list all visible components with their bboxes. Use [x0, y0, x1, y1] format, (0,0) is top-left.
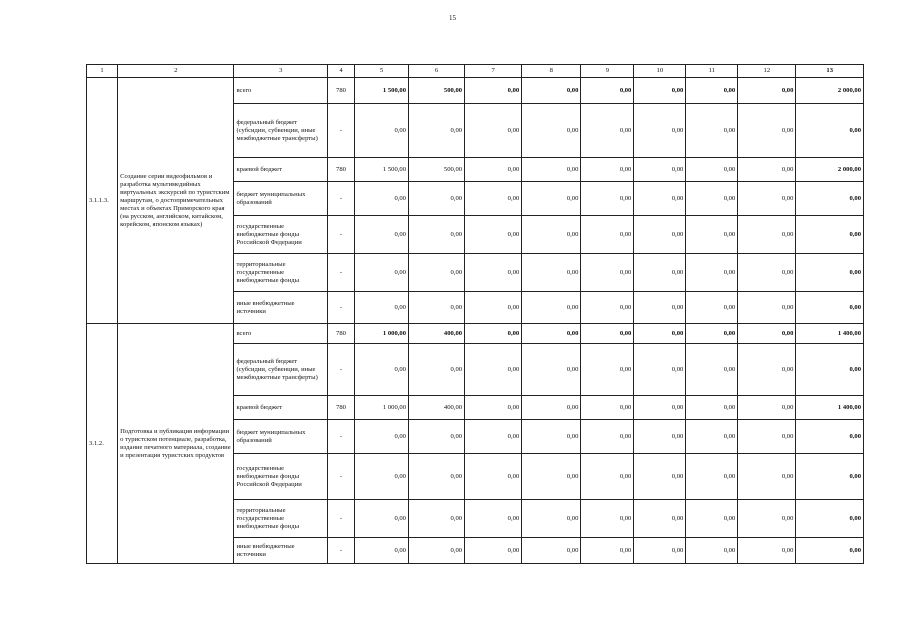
section-name: Подготовка и публикация информации о туристском потенциале, разработка, издание печатного материала, создание и презентация туристских продуктов: [118, 324, 234, 564]
value-cell-c10: 0,00: [634, 454, 686, 500]
value-cell-c6: 0,00: [408, 344, 464, 396]
value-cell-c4: -: [327, 500, 354, 538]
value-cell-c4: -: [327, 216, 354, 254]
value-cell-c7: 0,00: [465, 454, 522, 500]
value-cell-c8: 0,00: [522, 254, 581, 292]
page-number: 15: [449, 14, 456, 22]
value-cell-c8: 0,00: [522, 344, 581, 396]
value-cell-c8: 0,00: [522, 292, 581, 324]
value-cell-c12: 0,00: [738, 324, 796, 344]
value-cell-c12: 0,00: [738, 344, 796, 396]
funding-source: государственные внебюджетные фонды Российской Федерации: [234, 216, 327, 254]
value-cell-c13: 0,00: [796, 344, 864, 396]
value-cell-c10: 0,00: [634, 216, 686, 254]
value-cell-c5: 0,00: [354, 454, 408, 500]
value-cell-c13: 2 000,00: [796, 78, 864, 104]
value-cell-c10: 0,00: [634, 292, 686, 324]
value-cell-c4: 780: [327, 158, 354, 182]
value-cell-c5: 0,00: [354, 344, 408, 396]
funding-source: федеральный бюджет (субсидии, субвенции, иные межбюджетные трансферты): [234, 104, 327, 158]
value-cell-c5: 0,00: [354, 254, 408, 292]
value-cell-c8: 0,00: [522, 104, 581, 158]
funding-source: бюджет муниципальных образований: [234, 420, 327, 454]
value-cell-c12: 0,00: [738, 420, 796, 454]
value-cell-c13: 2 000,00: [796, 158, 864, 182]
value-cell-c8: 0,00: [522, 396, 581, 420]
value-cell-c8: 0,00: [522, 158, 581, 182]
header-row: [87, 65, 864, 78]
value-cell-c11: 0,00: [686, 182, 738, 216]
value-cell-c6: 0,00: [408, 104, 464, 158]
value-cell-c12: 0,00: [738, 104, 796, 158]
value-cell-c7: 0,00: [465, 500, 522, 538]
value-cell-c4: -: [327, 454, 354, 500]
value-cell-c10: 0,00: [634, 182, 686, 216]
budget-table: [86, 64, 864, 564]
value-cell-c4: -: [327, 538, 354, 564]
value-cell-c4: -: [327, 104, 354, 158]
section-code: 3.1.1.3.: [87, 78, 118, 324]
value-cell-c7: 0,00: [465, 538, 522, 564]
col-header: 11: [686, 65, 738, 78]
value-cell-c12: 0,00: [738, 454, 796, 500]
col-header: 8: [522, 65, 581, 78]
funding-source: всего: [234, 324, 327, 344]
value-cell-c7: 0,00: [465, 324, 522, 344]
funding-source: федеральный бюджет (субсидии, субвенции, иные межбюджетные трансферты): [234, 344, 327, 396]
value-cell-c4: -: [327, 254, 354, 292]
col-header: 4: [327, 65, 354, 78]
col-header: 3: [234, 65, 327, 78]
value-cell-c13: 0,00: [796, 292, 864, 324]
value-cell-c8: 0,00: [522, 324, 581, 344]
table-row: [87, 78, 864, 104]
funding-source: иные внебюджетные источники: [234, 292, 327, 324]
value-cell-c6: 0,00: [408, 500, 464, 538]
value-cell-c9: 0,00: [581, 344, 634, 396]
value-cell-c11: 0,00: [686, 324, 738, 344]
value-cell-c11: 0,00: [686, 216, 738, 254]
value-cell-c11: 0,00: [686, 158, 738, 182]
funding-source: бюджет муниципальных образований: [234, 182, 327, 216]
value-cell-c11: 0,00: [686, 500, 738, 538]
value-cell-c8: 0,00: [522, 454, 581, 500]
value-cell-c13: 1 400,00: [796, 396, 864, 420]
value-cell-c12: 0,00: [738, 78, 796, 104]
value-cell-c13: 0,00: [796, 254, 864, 292]
value-cell-c12: 0,00: [738, 500, 796, 538]
value-cell-c13: 0,00: [796, 182, 864, 216]
col-header: 5: [354, 65, 408, 78]
value-cell-c8: 0,00: [522, 78, 581, 104]
value-cell-c7: 0,00: [465, 104, 522, 158]
value-cell-c10: 0,00: [634, 104, 686, 158]
value-cell-c12: 0,00: [738, 538, 796, 564]
value-cell-c6: 0,00: [408, 538, 464, 564]
value-cell-c10: 0,00: [634, 254, 686, 292]
value-cell-c8: 0,00: [522, 500, 581, 538]
value-cell-c5: 0,00: [354, 500, 408, 538]
value-cell-c11: 0,00: [686, 344, 738, 396]
value-cell-c7: 0,00: [465, 292, 522, 324]
value-cell-c4: 780: [327, 78, 354, 104]
value-cell-c6: 500,00: [408, 78, 464, 104]
col-header: 9: [581, 65, 634, 78]
value-cell-c11: 0,00: [686, 538, 738, 564]
value-cell-c7: 0,00: [465, 254, 522, 292]
value-cell-c12: 0,00: [738, 254, 796, 292]
value-cell-c13: 0,00: [796, 104, 864, 158]
value-cell-c6: 0,00: [408, 292, 464, 324]
value-cell-c4: 780: [327, 324, 354, 344]
section-code: 3.1.2.: [87, 324, 118, 564]
value-cell-c4: -: [327, 344, 354, 396]
col-header: 13: [796, 65, 864, 78]
value-cell-c7: 0,00: [465, 182, 522, 216]
value-cell-c12: 0,00: [738, 158, 796, 182]
funding-source: иные внебюджетные источники: [234, 538, 327, 564]
value-cell-c10: 0,00: [634, 158, 686, 182]
value-cell-c6: 400,00: [408, 324, 464, 344]
value-cell-c9: 0,00: [581, 538, 634, 564]
value-cell-c9: 0,00: [581, 104, 634, 158]
value-cell-c13: 0,00: [796, 500, 864, 538]
value-cell-c6: 0,00: [408, 254, 464, 292]
value-cell-c5: 1 500,00: [354, 78, 408, 104]
value-cell-c13: 0,00: [796, 216, 864, 254]
funding-source: краевой бюджет: [234, 158, 327, 182]
funding-source: краевой бюджет: [234, 396, 327, 420]
value-cell-c4: -: [327, 292, 354, 324]
value-cell-c10: 0,00: [634, 538, 686, 564]
col-header: 10: [634, 65, 686, 78]
value-cell-c13: 0,00: [796, 538, 864, 564]
value-cell-c7: 0,00: [465, 344, 522, 396]
funding-source: государственные внебюджетные фонды Российской Федерации: [234, 454, 327, 500]
value-cell-c9: 0,00: [581, 216, 634, 254]
value-cell-c11: 0,00: [686, 396, 738, 420]
value-cell-c9: 0,00: [581, 324, 634, 344]
value-cell-c5: 0,00: [354, 104, 408, 158]
value-cell-c5: 1 500,00: [354, 158, 408, 182]
value-cell-c5: 1 000,00: [354, 396, 408, 420]
value-cell-c7: 0,00: [465, 420, 522, 454]
value-cell-c9: 0,00: [581, 454, 634, 500]
value-cell-c12: 0,00: [738, 216, 796, 254]
value-cell-c9: 0,00: [581, 500, 634, 538]
value-cell-c11: 0,00: [686, 454, 738, 500]
value-cell-c6: 0,00: [408, 182, 464, 216]
value-cell-c11: 0,00: [686, 420, 738, 454]
funding-source: территориальные государственные внебюджетные фонды: [234, 254, 327, 292]
value-cell-c10: 0,00: [634, 420, 686, 454]
value-cell-c6: 0,00: [408, 420, 464, 454]
value-cell-c5: 0,00: [354, 182, 408, 216]
value-cell-c9: 0,00: [581, 158, 634, 182]
col-header: 1: [87, 65, 118, 78]
value-cell-c12: 0,00: [738, 182, 796, 216]
value-cell-c12: 0,00: [738, 292, 796, 324]
value-cell-c6: 500,00: [408, 158, 464, 182]
value-cell-c9: 0,00: [581, 292, 634, 324]
value-cell-c5: 0,00: [354, 420, 408, 454]
value-cell-c7: 0,00: [465, 396, 522, 420]
value-cell-c8: 0,00: [522, 216, 581, 254]
value-cell-c5: 0,00: [354, 538, 408, 564]
value-cell-c5: 0,00: [354, 216, 408, 254]
value-cell-c7: 0,00: [465, 78, 522, 104]
value-cell-c4: -: [327, 420, 354, 454]
value-cell-c10: 0,00: [634, 344, 686, 396]
col-header: 2: [118, 65, 234, 78]
value-cell-c13: 1 400,00: [796, 324, 864, 344]
value-cell-c5: 0,00: [354, 292, 408, 324]
value-cell-c13: 0,00: [796, 420, 864, 454]
value-cell-c6: 0,00: [408, 216, 464, 254]
value-cell-c10: 0,00: [634, 324, 686, 344]
value-cell-c9: 0,00: [581, 182, 634, 216]
value-cell-c12: 0,00: [738, 396, 796, 420]
funding-source: всего: [234, 78, 327, 104]
value-cell-c7: 0,00: [465, 216, 522, 254]
value-cell-c11: 0,00: [686, 292, 738, 324]
value-cell-c6: 0,00: [408, 454, 464, 500]
value-cell-c10: 0,00: [634, 500, 686, 538]
value-cell-c11: 0,00: [686, 78, 738, 104]
value-cell-c10: 0,00: [634, 78, 686, 104]
value-cell-c11: 0,00: [686, 104, 738, 158]
value-cell-c8: 0,00: [522, 420, 581, 454]
funding-source: территориальные государственные внебюджетные фонды: [234, 500, 327, 538]
value-cell-c10: 0,00: [634, 396, 686, 420]
col-header: 7: [465, 65, 522, 78]
value-cell-c6: 400,00: [408, 396, 464, 420]
value-cell-c9: 0,00: [581, 254, 634, 292]
col-header: 12: [738, 65, 796, 78]
table-row: [87, 324, 864, 344]
col-header: 6: [408, 65, 464, 78]
value-cell-c9: 0,00: [581, 420, 634, 454]
value-cell-c7: 0,00: [465, 158, 522, 182]
value-cell-c4: 780: [327, 396, 354, 420]
value-cell-c5: 1 000,00: [354, 324, 408, 344]
section-name: Создание серии видеофильмов и разработка мультимедийных виртуальных экскурсий по туристским маршрутам, о достопримечательных местах и объектах Приморского края (на русском, английском, китайском, корейском, японском языках): [118, 78, 234, 324]
value-cell-c4: -: [327, 182, 354, 216]
value-cell-c9: 0,00: [581, 78, 634, 104]
value-cell-c13: 0,00: [796, 454, 864, 500]
value-cell-c8: 0,00: [522, 182, 581, 216]
value-cell-c9: 0,00: [581, 396, 634, 420]
value-cell-c8: 0,00: [522, 538, 581, 564]
value-cell-c11: 0,00: [686, 254, 738, 292]
